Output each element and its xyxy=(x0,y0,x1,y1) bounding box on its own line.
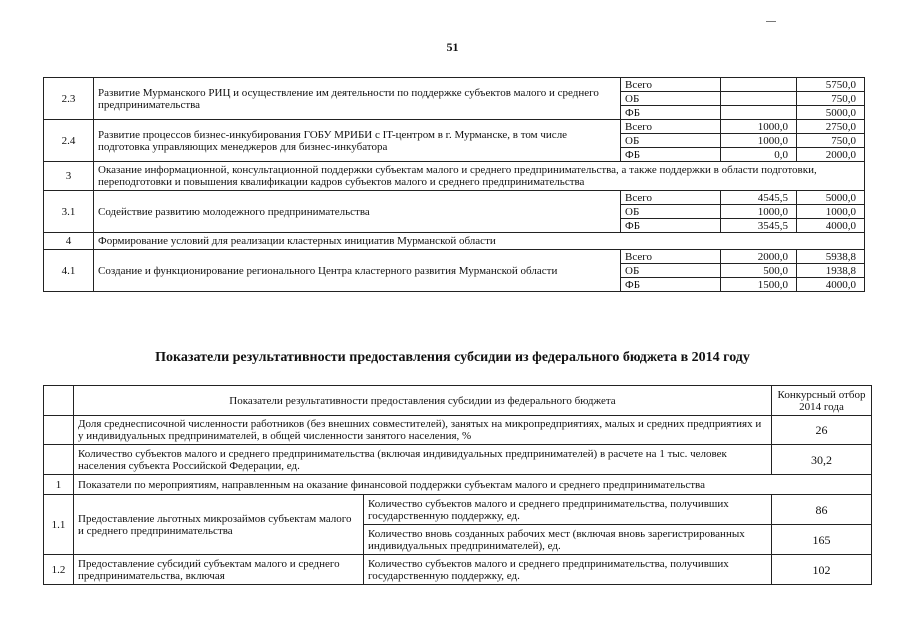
value-cell: 4000,0 xyxy=(797,219,865,233)
page-number: 51 xyxy=(446,40,459,54)
table-row xyxy=(44,78,865,92)
table-header-row xyxy=(44,386,872,416)
table-row xyxy=(44,475,872,495)
value-cell: 1000,0 xyxy=(721,205,797,219)
row-description: Развитие процессов бизнес-инкубирования ГОБУ МРИБИ с IT-центром в г. Мурманске, в том числе подготовка управляющих менеджеров для бизнес-инкубатора xyxy=(94,120,621,162)
value-cell: 500,0 xyxy=(721,264,797,278)
indicator-text: Количество субъектов малого и среднего предпринимательства, получивших государственную поддержку, ед. xyxy=(364,555,772,585)
value-cell: 1000,0 xyxy=(721,134,797,148)
row-number: 3.1 xyxy=(44,191,94,233)
indicator-value: 165 xyxy=(772,525,872,555)
value-cell: 1000,0 xyxy=(721,120,797,134)
table-row xyxy=(44,555,872,585)
section-text: Показатели по мероприятиям, направленным на оказание финансовой поддержки субъектам малого и среднего предпринимательства xyxy=(74,475,872,495)
table-row xyxy=(44,416,872,445)
value-cell: 5000,0 xyxy=(797,106,865,120)
row-description: Формирование условий для реализации кластерных инициатив Мурманской области xyxy=(94,233,865,250)
indicator-value: 26 xyxy=(772,416,872,445)
budget-label: ФБ xyxy=(621,148,721,162)
indicator-value: 30,2 xyxy=(772,445,872,475)
indicator-text: Количество вновь созданных рабочих мест (включая вновь зарегистрированных индивидуальных предпринимателей), ед. xyxy=(364,525,772,555)
value-cell xyxy=(721,106,797,120)
column-header-value: Конкурсный отбор 2014 года xyxy=(772,386,872,416)
budget-label: ОБ xyxy=(621,264,721,278)
budget-label: Всего xyxy=(621,120,721,134)
budget-label: ОБ xyxy=(621,205,721,219)
value-cell: 1938,8 xyxy=(797,264,865,278)
indicator-text: Количество субъектов малого и среднего предпринимательства, получивших государственную поддержку, ед. xyxy=(364,495,772,525)
value-cell: 1500,0 xyxy=(721,278,797,292)
budget-label: ФБ xyxy=(621,219,721,233)
table-row xyxy=(44,233,865,250)
value-cell: 0,0 xyxy=(721,148,797,162)
budget-label: ФБ xyxy=(621,278,721,292)
value-cell: 750,0 xyxy=(797,92,865,106)
indicator-value: 102 xyxy=(772,555,872,585)
measure-name: Предоставление субсидий субъектам малого и среднего предпринимательства, включая xyxy=(74,555,364,585)
row-description: Содействие развитию молодежного предпринимательства xyxy=(94,191,621,233)
table-row xyxy=(44,250,865,264)
value-cell: 5750,0 xyxy=(797,78,865,92)
row-number: 4 xyxy=(44,233,94,250)
section-title: Показатели результативности предоставления субсидии из федерального бюджета в 2014 году xyxy=(155,350,750,365)
table-row xyxy=(44,162,865,191)
row-number: 1 xyxy=(44,475,74,495)
row-number: 2.4 xyxy=(44,120,94,162)
budget-label: ОБ xyxy=(621,92,721,106)
table-row xyxy=(44,120,865,134)
corner-mark xyxy=(766,21,776,22)
row-number: 1.1 xyxy=(44,495,74,555)
value-cell: 4000,0 xyxy=(797,278,865,292)
funding-table xyxy=(43,77,865,292)
budget-label: ФБ xyxy=(621,106,721,120)
measure-name: Предоставление льготных микрозаймов субъектам малого и среднего предпринимательства xyxy=(74,495,364,555)
value-cell: 750,0 xyxy=(797,134,865,148)
budget-label: Всего xyxy=(621,78,721,92)
table-row xyxy=(44,191,865,205)
value-cell: 5000,0 xyxy=(797,191,865,205)
value-cell xyxy=(721,92,797,106)
indicator-text: Доля среднесписочной численности работников (без внешних совместителей), занятых на микропредприятиях, малых и средних предприятиях и у индивидуальных предпринимателей, в общей численности занятого населения, % xyxy=(74,416,772,445)
indicator-text: Количество субъектов малого и среднего предпринимательства (включая индивидуальных предпринимателей) в расчете на 1 тыс. человек населения субъекта Российской Федерации, ед. xyxy=(74,445,772,475)
row-description: Оказание информационной, консультационной поддержки субъектам малого и среднего предпринимательства, а также поддержки в области подготовки, переподготовки и повышения квалификации кадров субъектов малого и среднего предпринимательства xyxy=(94,162,865,191)
budget-label: ОБ xyxy=(621,134,721,148)
row-number: 4.1 xyxy=(44,250,94,292)
row-number: 1.2 xyxy=(44,555,74,585)
blank-cell xyxy=(44,386,74,416)
column-header-indicator: Показатели результативности предоставления субсидии из федерального бюджета xyxy=(74,386,772,416)
row-description: Развитие Мурманского РИЦ и осуществление им деятельности по поддержке субъектов малого и среднего предпринимательства xyxy=(94,78,621,120)
row-description: Создание и функционирование регионального Центра кластерного развития Мурманской области xyxy=(94,250,621,292)
value-cell: 5938,8 xyxy=(797,250,865,264)
value-cell: 2000,0 xyxy=(797,148,865,162)
row-number: 3 xyxy=(44,162,94,191)
value-cell: 2750,0 xyxy=(797,120,865,134)
value-cell xyxy=(721,78,797,92)
indicators-table xyxy=(43,385,872,585)
row-number: 2.3 xyxy=(44,78,94,120)
blank-cell xyxy=(44,445,74,475)
value-cell: 4545,5 xyxy=(721,191,797,205)
budget-label: Всего xyxy=(621,250,721,264)
blank-cell xyxy=(44,416,74,445)
value-cell: 1000,0 xyxy=(797,205,865,219)
table-row xyxy=(44,445,872,475)
value-cell: 2000,0 xyxy=(721,250,797,264)
indicator-value: 86 xyxy=(772,495,872,525)
table-row xyxy=(44,495,872,525)
value-cell: 3545,5 xyxy=(721,219,797,233)
budget-label: Всего xyxy=(621,191,721,205)
